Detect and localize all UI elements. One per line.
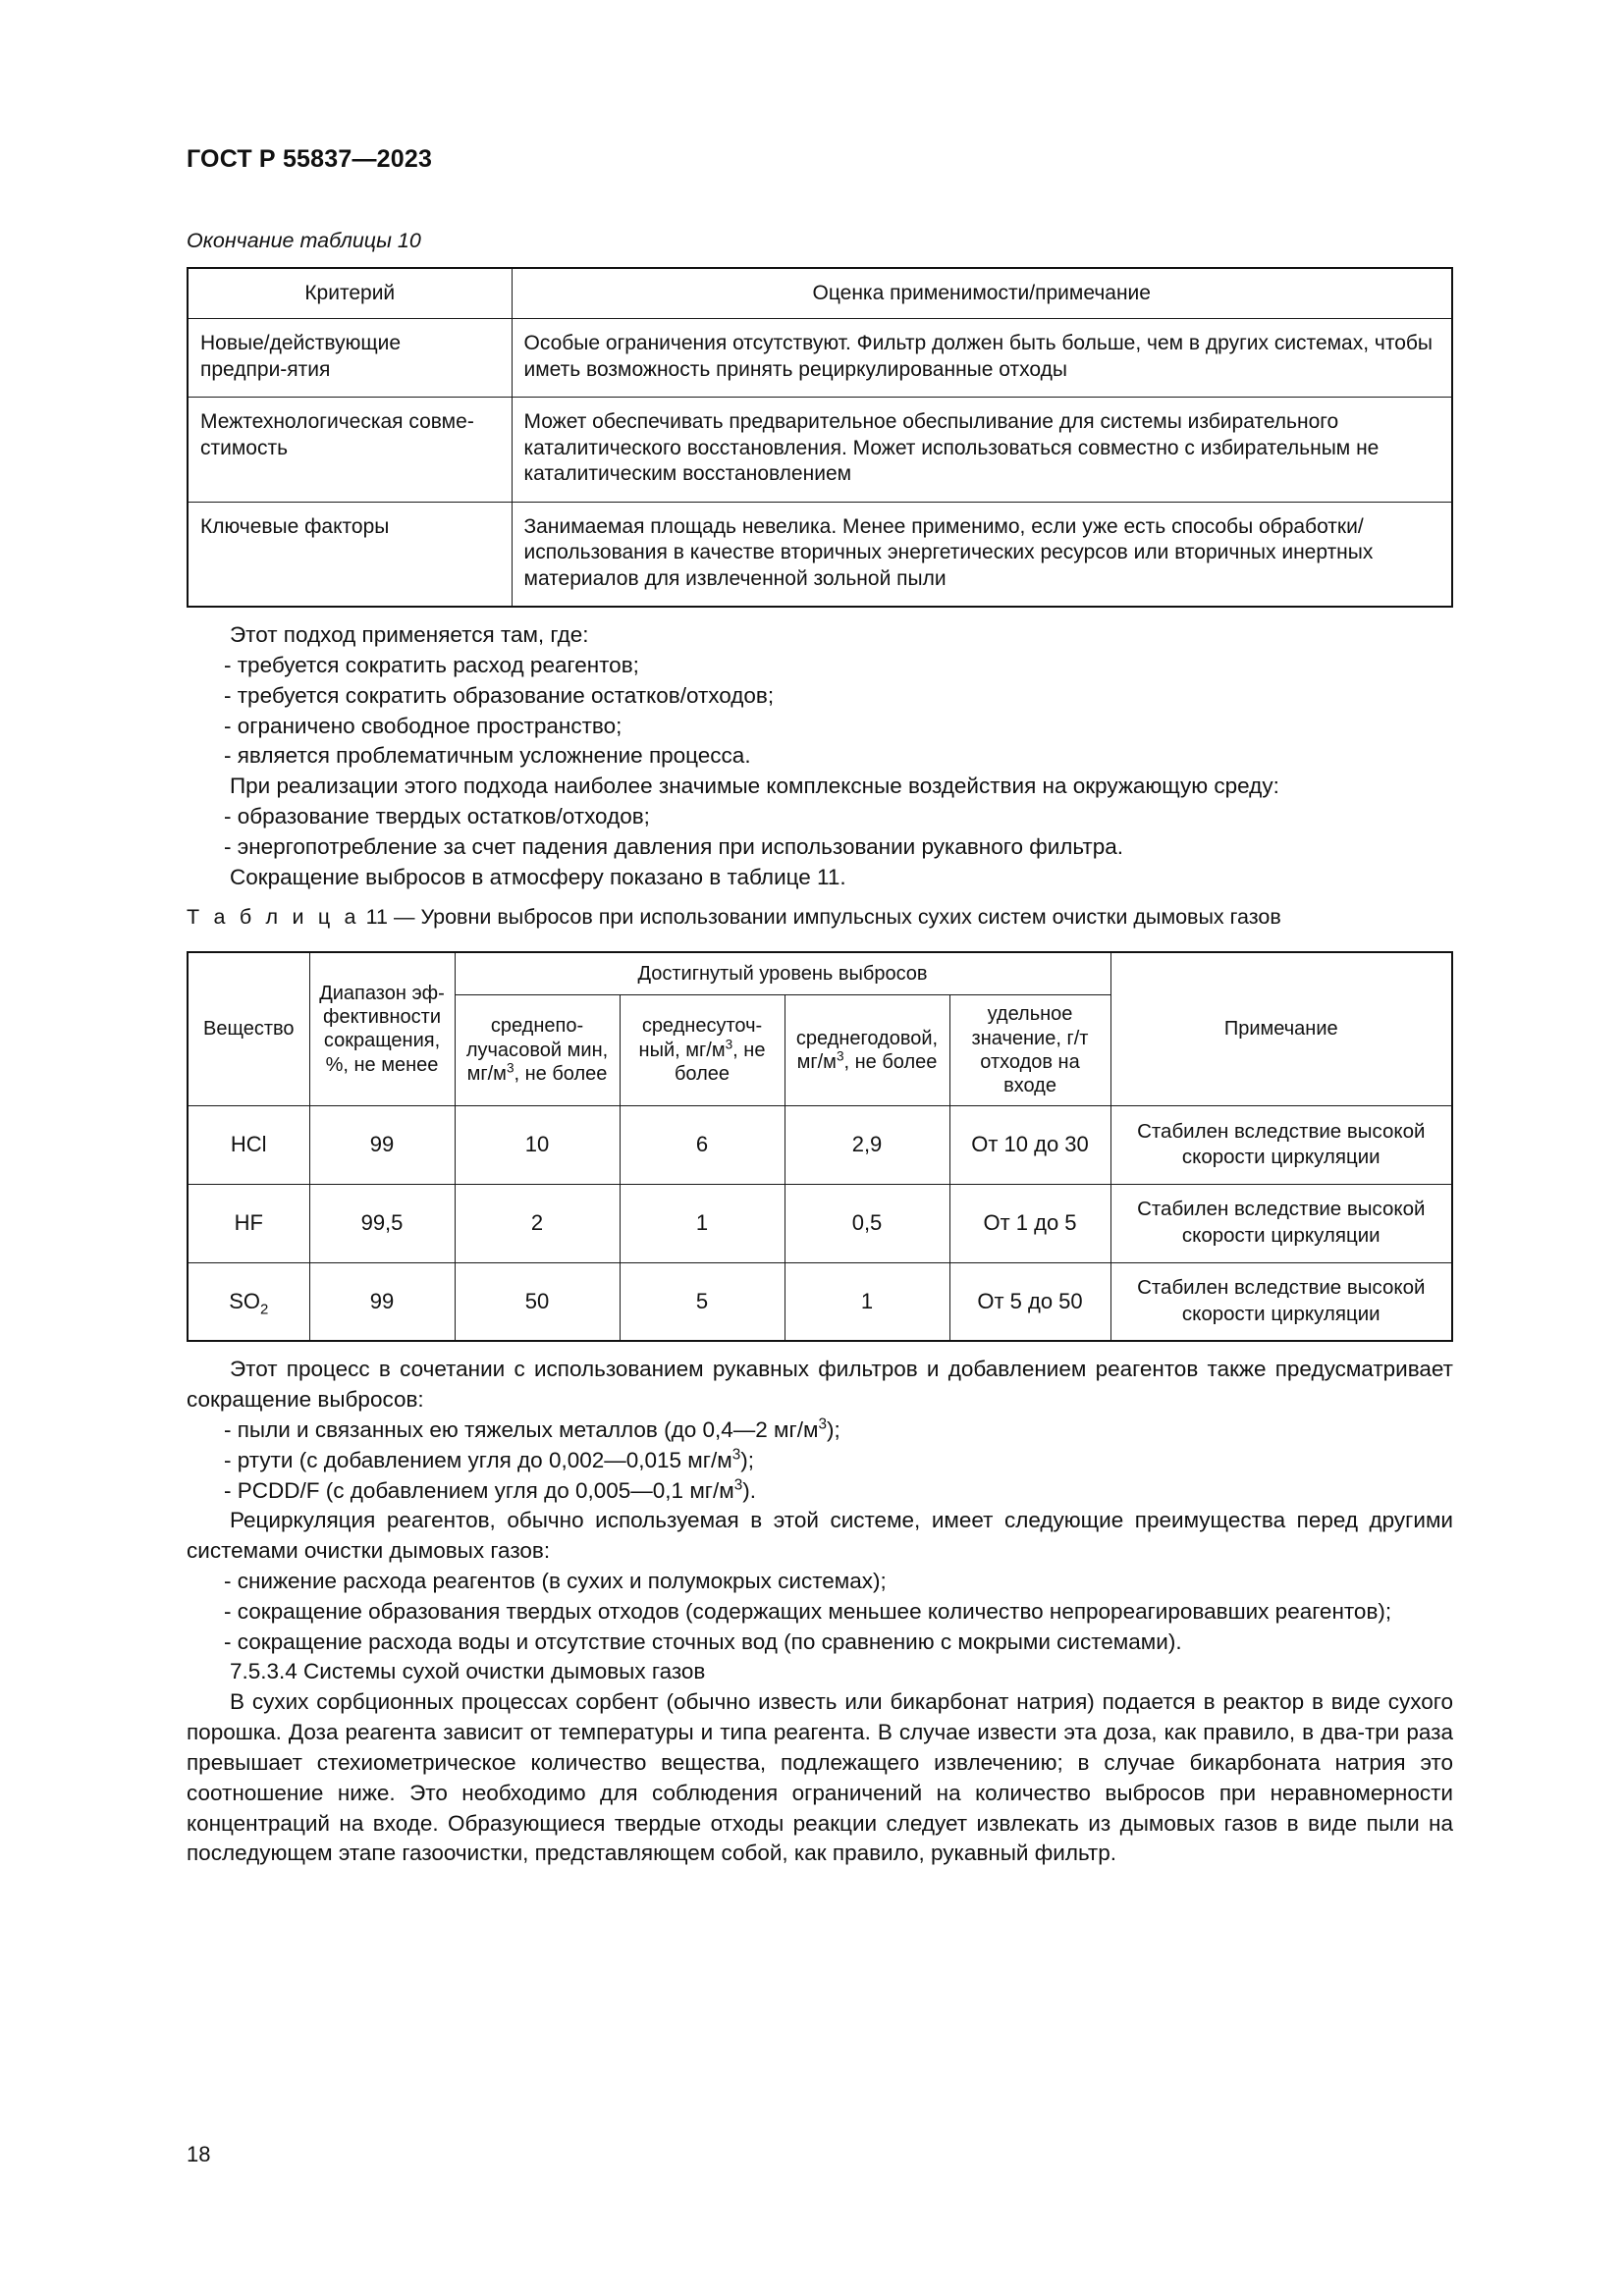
table11-cell-substance [188,1184,309,1262]
table11-header-halfhour-text: среднеполучасовой мин, мг/м [465,1015,609,1086]
intro-closing: Сокращение выбросов в атмосферу показано в таблице 11. [230,864,846,889]
superscript-3: 3 [836,1048,844,1064]
document-header: ГОСТ Р 55837—2023 [187,145,433,173]
table11-caption-text: — Уровни выбросов при использовании импульсных сухих систем очистки дымовых газов [393,905,1281,930]
table10-cell-assessment: Занимаемая площадь невелика. Менее применимо, если уже есть способы обработки/использования в качестве вторичных энергетических ресурсов или вторичных инертных материалов для извлеченной зольной пыли [512,502,1452,607]
bullet-tail: ). [742,1477,756,1503]
substance-subscript: 2 [259,1300,269,1317]
body-paragraph-2: Рециркуляция реагентов, обычно используемая в этой системе, имеет следующие преимущества перед другими системами очистки дымовых газов: [187,1508,1453,1564]
page-content [187,0,1453,1869]
table10-caption: Окончание таблицы 10 [187,229,421,252]
table11-header-row-top [188,952,1452,995]
superscript-3: 3 [818,1415,827,1433]
table11-header-substance: Вещество [188,952,309,1105]
substance-formula: HF [234,1209,263,1235]
intro-bullet-3: - ограничено свободное пространство; [224,713,623,738]
table-row [188,502,1452,607]
substance-formula: HCl [230,1131,267,1156]
table11-header-halfhour-tail: , не более [514,1063,608,1086]
table10 [187,267,1453,608]
table11-header-specific: удельное значение, г/т отходов на входе [949,995,1110,1106]
table11-cell-efficiency: 99 [309,1262,455,1341]
body-bullet-dust [187,1415,1453,1446]
intro-bullet-1: - требуется сократить расход реагентов; [224,652,639,677]
body-paragraph-1: Этот процесс в сочетании с использованием рукавных фильтров и добавлением реагентов также предусматривает сокращение выбросов: [187,1357,1453,1413]
table-row [188,398,1452,502]
table-row [188,1105,1452,1184]
table11-header-annual-tail: , не более [843,1051,938,1074]
table11-cell-specific: От 5 до 50 [949,1262,1110,1341]
superscript-3: 3 [733,1476,743,1494]
table11-header-daily-text: среднесуточный, мг/м [638,1015,763,1061]
table11-cell-substance [188,1262,309,1341]
table10-cell-assessment: Может обеспечивать предварительное обеспыливание для системы избирательного каталитического восстановления. Может использоваться совместно с избирательным не каталитическим восстановлением [512,398,1452,502]
bullet-text: - ртути (с добавлением угля до 0,002—0,015 мг/м [224,1447,732,1472]
table11-cell-efficiency: 99,5 [309,1184,455,1262]
table10-cell-criterion: Ключевые факторы [188,502,512,607]
table11-cell-substance [188,1105,309,1184]
bullet-text: - пыли и связанных ею тяжелых металлов (до 0,4—2 мг/м [224,1416,819,1442]
table11-header-daily [620,995,785,1106]
superscript-3: 3 [731,1446,741,1464]
bullet-tail: ); [740,1447,754,1472]
table11 [187,951,1453,1342]
table11-cell-note: Стабилен вследствие высокой скорости циркуляции [1110,1184,1452,1262]
table11-cell-efficiency: 99 [309,1105,455,1184]
table10-cell-criterion: Новые/действующие предпри-ятия [188,319,512,398]
table11-header-efficiency: Диапазон эффективности сокращения, %, не менее [309,952,455,1105]
intro-impact-bullet-2: - энергопотребление за счет падения давления при использовании рукавного фильтра. [224,833,1123,859]
table-row [188,1262,1452,1341]
body-bullet-reagent-reduction: - снижение расхода реагентов (в сухих и полумокрых системах); [224,1569,887,1594]
table11-cell-annual: 2,9 [785,1105,949,1184]
table11-cell-halfhour: 50 [455,1262,620,1341]
superscript-3: 3 [506,1060,514,1076]
table11-cell-halfhour: 2 [455,1184,620,1262]
table11-cell-annual: 1 [785,1262,949,1341]
body-bullet-waste-reduction: - сокращение образования твердых отходов (содержащих меньшее количество непрореагировавших реагентов); [224,1598,1392,1624]
table10-header-assessment: Оценка применимости/примечание [512,268,1452,319]
table11-cell-halfhour: 10 [455,1105,620,1184]
table11-header-daily-tail: , не более [674,1039,766,1086]
table-row [188,319,1452,398]
table11-caption-word: Т а б л и ц а [187,905,360,930]
intro-impact-paragraph: При реализации этого подхода наиболее значимые комплексные воздействия на окружающую среду: [230,774,1279,799]
table11-cell-note: Стабилен вследствие высокой скорости циркуляции [1110,1262,1452,1341]
substance-formula: SO [229,1288,260,1313]
table-row [188,1184,1452,1262]
bullet-text: - PCDD/F (с добавлением угля до 0,005—0,1 мг/м [224,1477,734,1503]
table10-header-row [188,268,1452,319]
body-paragraph-4: В сухих сорбционных процессах сорбент (обычно известь или бикарбонат натрия) подается в реактор в виде сухого порошка. Доза реагента зависит от температуры и типа реагента. В случае извести эта доза, как правило, в два-три раза превышает стехиометрическое количество вещества, подлежащего извлечению; в случае бикарбоната натрия это соотношение ниже. Это необходимо для соблюдения ограничений на количество выбросов при неравномерности концентраций на входе. Образующиеся твердые отходы реакции следует извлекать из дымовых газов в виде пыли на последующем этапе газоочистки, представляющем собой, как правило, рукавный фильтр. [187,1689,1453,1866]
table11-cell-daily: 1 [620,1184,785,1262]
table11-caption [187,905,1453,930]
table11-header-achieved: Достигнутый уровень выбросов [455,952,1110,995]
bullet-tail: ); [826,1416,840,1442]
table11-container [187,951,1453,1342]
table11-cell-specific: От 10 до 30 [949,1105,1110,1184]
table10-header-criterion: Критерий [188,268,512,319]
intro-bullet-4: - является проблематичным усложнение процесса. [224,743,751,769]
table11-header-note: Примечание [1110,952,1452,1105]
body-section-heading: 7.5.3.4 Системы сухой очистки дымовых газов [230,1659,706,1684]
superscript-3: 3 [725,1037,733,1052]
intro-impact-bullet-1: - образование твердых остатков/отходов; [224,803,650,828]
table10-cell-assessment: Особые ограничения отсутствуют. Фильтр должен быть больше, чем в других системах, чтобы иметь возможность принять рециркулированные отходы [512,319,1452,398]
table11-cell-daily: 6 [620,1105,785,1184]
table10-cell-criterion: Межтехнологическая совместимость [188,398,512,502]
page-number: 18 [187,2142,211,2166]
table11-caption-number: 11 [365,905,388,930]
intro-bullet-2: - требуется сократить образование остатков/отходов; [224,682,775,708]
table11-cell-annual: 0,5 [785,1184,949,1262]
table11-header-annual [785,995,949,1106]
table11-header-annual-text: среднегодовой, мг/м [795,1027,939,1074]
table11-cell-daily: 5 [620,1262,785,1341]
table11-cell-specific: От 1 до 5 [949,1184,1110,1262]
body-bullet-pcdd [187,1476,1453,1507]
table11-cell-note: Стабилен вследствие высокой скорости циркуляции [1110,1105,1452,1184]
table10-container [187,267,1453,608]
body-bullet-water-reduction: - сокращение расхода воды и отсутствие сточных вод (по сравнению с мокрыми системами). [224,1629,1182,1654]
intro-lead: Этот подход применяется там, где: [230,622,589,648]
table11-header-halfhour [455,995,620,1106]
body-bullet-mercury [187,1446,1453,1476]
